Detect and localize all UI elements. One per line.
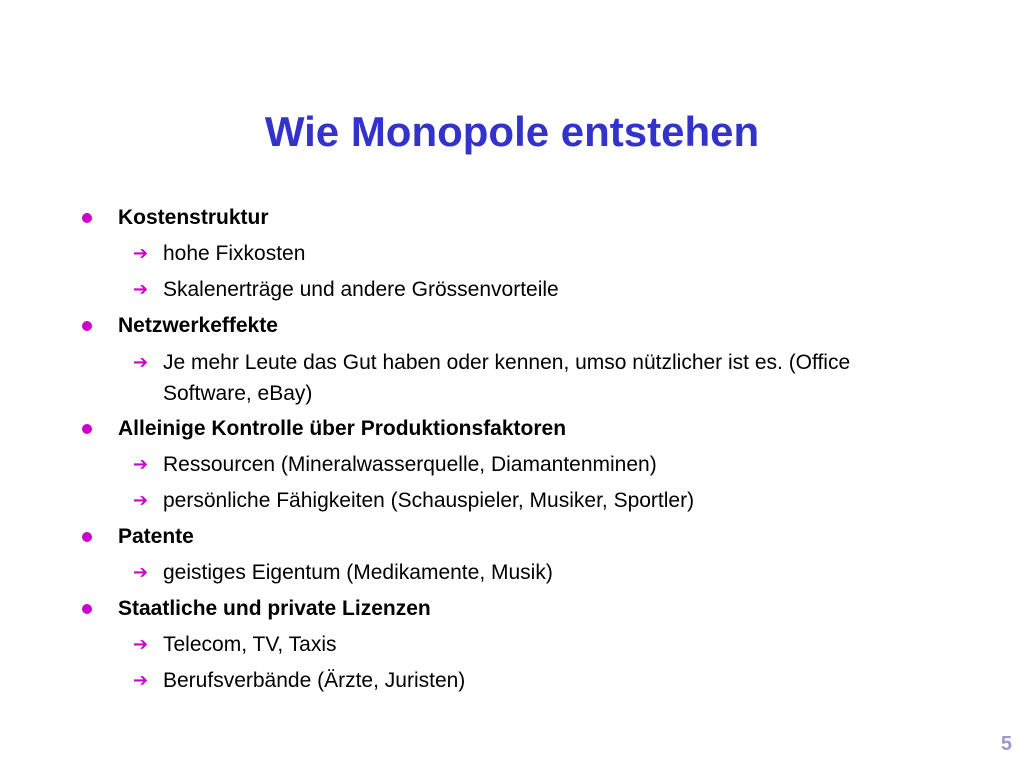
bullet-icon (82, 532, 92, 542)
sub-item-text: Berufsverbände (Ärzte, Juristen) (163, 669, 466, 692)
right-arrow-icon: ➔ (133, 562, 149, 583)
sub-item-text: persönliche Fähigkeiten (Schauspieler, Musiker, Sportler) (163, 489, 695, 512)
sub-item-text: Je mehr Leute das Gut haben oder kennen, umso nützlicher ist es. (Office Software, eBay) (163, 351, 851, 405)
bullet-list (80, 200, 980, 699)
bullet-heading: Netzwerkeffekte (118, 314, 278, 337)
bullet-item-kontrolle (80, 411, 980, 447)
right-arrow-icon: ➔ (133, 352, 149, 373)
bullet-item-lizenzen (80, 591, 980, 627)
bullet-icon (82, 321, 92, 331)
right-arrow-icon: ➔ (133, 634, 149, 655)
sub-item-text: Skalenerträge und andere Grössenvorteile (163, 278, 559, 301)
bullet-icon (82, 604, 92, 614)
sub-item (80, 236, 980, 272)
sub-item-text: Telecom, TV, Taxis (163, 633, 337, 656)
right-arrow-icon: ➔ (133, 490, 149, 511)
bullet-heading: Patente (118, 525, 194, 548)
sub-item (80, 272, 980, 308)
sub-item-text: geistiges Eigentum (Medikamente, Musik) (163, 561, 553, 584)
slide-title: Wie Monopole entstehen (264, 108, 760, 155)
right-arrow-icon: ➔ (133, 454, 149, 475)
sub-item (80, 555, 980, 591)
right-arrow-icon: ➔ (133, 279, 149, 300)
right-arrow-icon: ➔ (133, 243, 149, 264)
bullet-item-patente (80, 519, 980, 555)
bullet-icon (82, 424, 92, 434)
bullet-heading: Alleinige Kontrolle über Produktionsfaktoren (118, 417, 567, 440)
bullet-icon (82, 213, 92, 223)
sub-item-text: hohe Fixkosten (163, 242, 306, 265)
sub-item (80, 483, 980, 519)
bullet-heading: Kostenstruktur (118, 206, 269, 229)
bullet-heading: Staatliche und private Lizenzen (118, 597, 431, 620)
sub-item (80, 663, 980, 699)
page-number: 5 (1000, 733, 1012, 755)
sub-item (80, 447, 980, 483)
bullet-item-kostenstruktur (80, 200, 980, 236)
sub-item (80, 627, 980, 663)
sub-item-text: Ressourcen (Mineralwasserquelle, Diamantenminen) (163, 453, 657, 476)
bullet-item-netzwerkeffekte (80, 308, 980, 344)
right-arrow-icon: ➔ (133, 670, 149, 691)
sub-item (80, 344, 923, 411)
